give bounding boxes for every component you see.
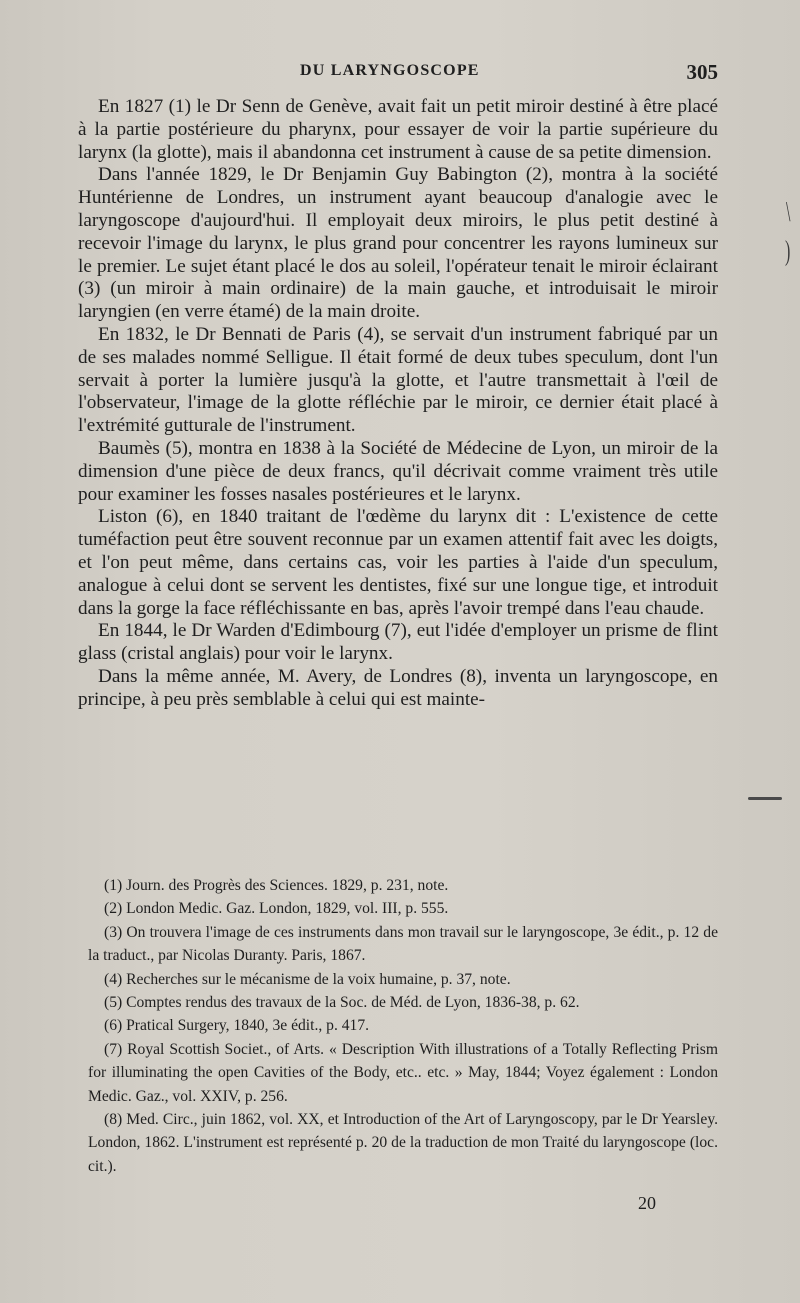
footnote-1: (1) Journ. des Progrès des Sciences. 1829, p. 231, note.	[104, 877, 449, 894]
paragraph-senn: En 1827 (1) le Dr Senn de Genève, avait fait un petit miroir destiné à être placé à la partie postérieure du pharynx, pour essayer de voir la partie supérieure du larynx (la glotte), mais il abandonna cet instrument à cause de sa petite dimension.	[78, 96, 718, 163]
running-head	[78, 62, 718, 88]
page-number: 305	[686, 60, 718, 84]
footnote-3: (3) On trouvera l'image de ces instruments dans mon travail sur le laryngoscope, 3e édit., p. 12 de la traduct., par Nicolas Duranty. Paris, 1867.	[88, 923, 718, 965]
paragraph-liston: Liston (6), en 1840 traitant de l'œdème du larynx dit : L'existence de cette tuméfaction peut être souvent reconnue par un examen attentif fait avec les doigts, et l'on peut même, dans certains cas, voir les parties à l'aide d'un speculum, analogue à celui dont se servent les dentistes, fixé sur une longue tige, et introduit dans la gorge la face réfléchissante en bas, après l'avoir trempé dans l'eau chaude.	[78, 506, 718, 619]
footnote-2: (2) London Medic. Gaz. London, 1829, vol. III, p. 555.	[104, 900, 449, 918]
footnote-7: (7) Royal Scottish Societ., of Arts. « Description With illustrations of a Totally Reflecting Prism for illuminating the open Cavities of the Body, etc.. etc. » May, 1844; Voyez également : London Medic. Gaz., vol. XXIV, p. 256.	[88, 1040, 718, 1105]
running-title: DU LARYNGOSCOPE	[300, 62, 480, 79]
margin-mark: )	[785, 236, 791, 268]
footnotes	[88, 874, 718, 1178]
paragraph-baumes: Baumès (5), montra en 1838 à la Société de Médecine de Lyon, un miroir de la dimension d'une pièce de deux francs, qu'il décrivait comme vraiment très utile pour examiner les fosses nasales postérieures et le larynx.	[78, 437, 718, 505]
paragraph-warden: En 1844, le Dr Warden d'Edimbourg (7), eut l'idée d'employer un prisme de flint glass (cristal anglais) pour voir le larynx.	[78, 620, 718, 665]
paragraph-avery: Dans la même année, M. Avery, de Londres (8), inventa un laryngoscope, en principe, à peu près semblable à celui qui est mainte-	[78, 665, 718, 710]
footnote-8: (8) Med. Circ., juin 1862, vol. XX, et Introduction of the Art of Laryngoscopy, par le Dr Yearsley. London, 1862. L'instrument est représenté p. 20 de la traduction de mon Traité du laryngoscope (loc. cit.).	[88, 1111, 718, 1175]
folio-number: 20	[638, 1193, 656, 1213]
footnote-6: (6) Pratical Surgery, 1840, 3e édit., p. 417.	[104, 1017, 370, 1035]
margin-mark: \	[786, 197, 791, 229]
margin-dash	[748, 797, 782, 800]
footnote-4: (4) Recherches sur le mécanisme de la voix humaine, p. 37, note.	[104, 970, 511, 988]
paragraph-babington: Dans l'année 1829, le Dr Benjamin Guy Babington (2), montra à la société Huntérienne de Londres, un instrument ayant beaucoup d'analogie avec le laryngoscope d'aujourd'hui. Il employait deux miroirs, le plus petit destiné à recevoir l'image du larynx, le plus grand pour concentrer les rayons lumineux sur le premier. Le sujet étant placé le dos au soleil, l'opérateur tenait le miroir éclairant (3) (un miroir à main ordinaire) de la main gauche, et introduisait le miroir laryngien (en verre étamé) de la main droite.	[78, 164, 718, 323]
footnote-5: (5) Comptes rendus des travaux de la Soc. de Méd. de Lyon, 1836-38, p. 62.	[104, 994, 580, 1012]
body-text	[78, 96, 718, 712]
paragraph-bennati: En 1832, le Dr Bennati de Paris (4), se servait d'un instrument fabriqué par un de ses malades nommé Selligue. Il était formé de deux tubes speculum, dont l'un servait à porter la lumière jusqu'à la glotte, et l'autre transmettait à l'œil de l'observateur, l'image de la glotte réfléchie par le miroir, ce dernier était placé à l'extrémité gutturale de l'instrument.	[78, 323, 718, 437]
